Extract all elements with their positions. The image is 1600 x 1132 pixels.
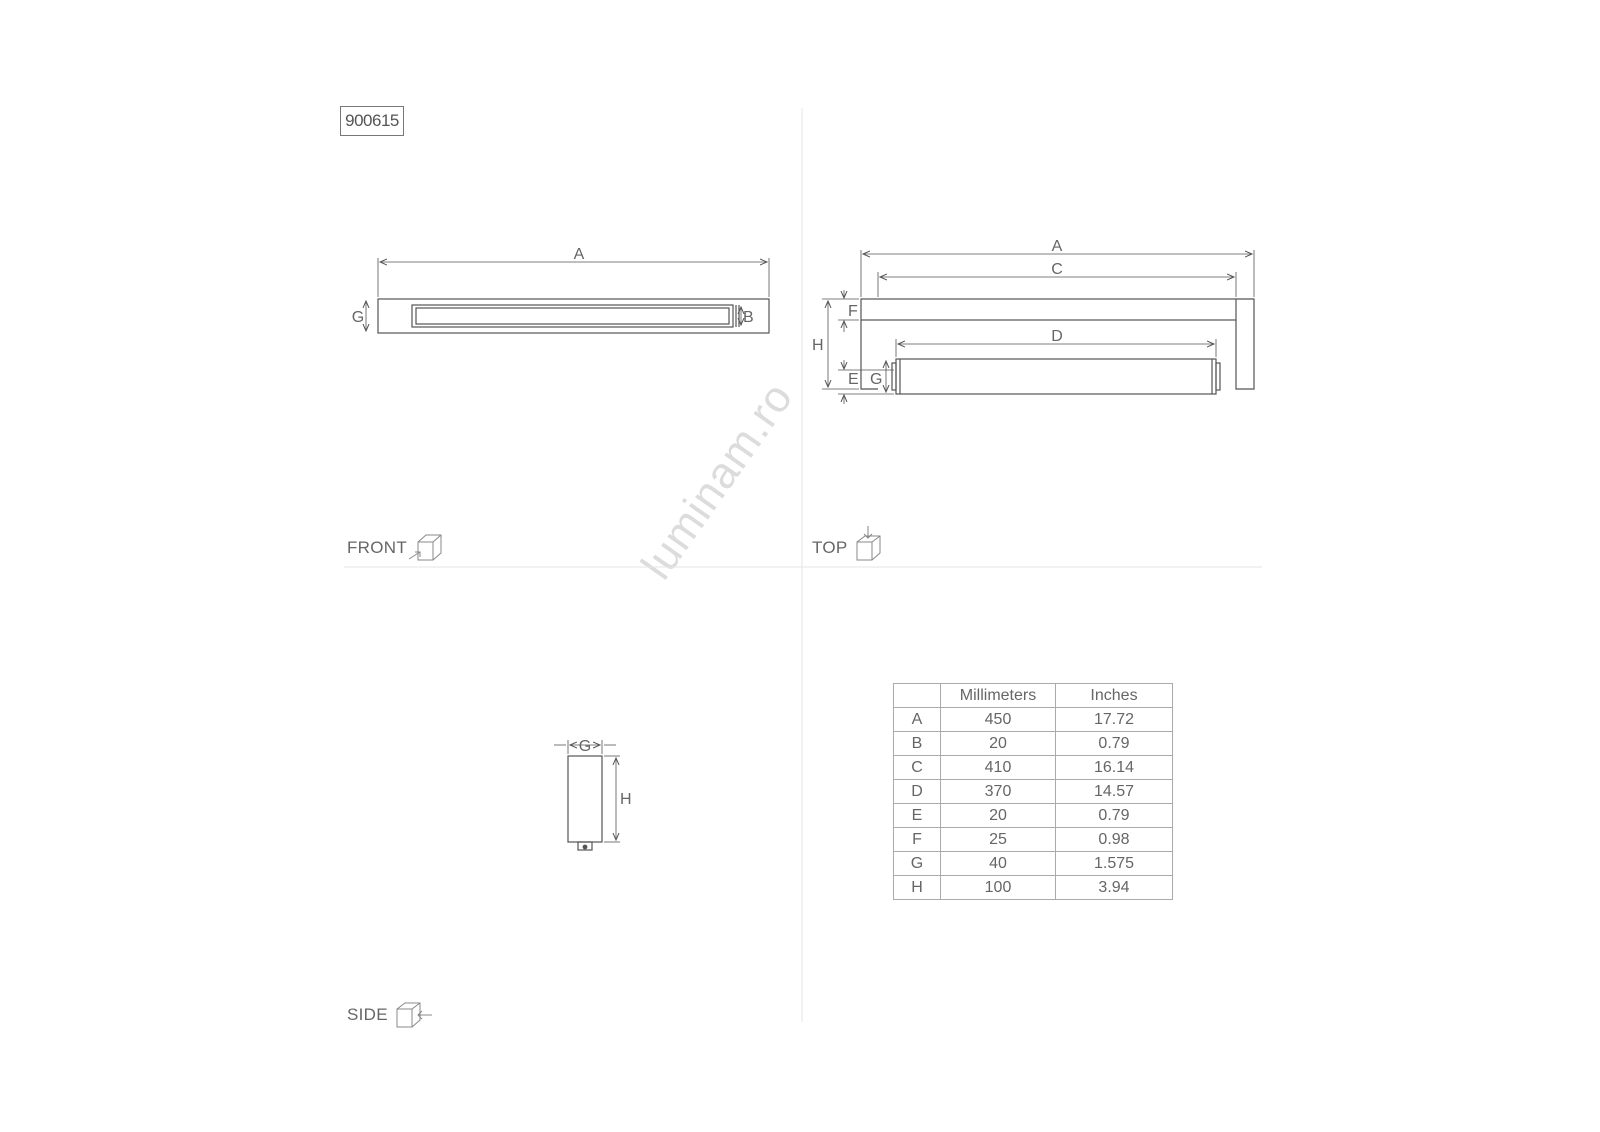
front-label-b: B	[743, 309, 754, 326]
table-header-cell	[894, 684, 941, 708]
top-label-e: E	[848, 371, 859, 388]
mm-cell: 40	[941, 852, 1056, 876]
top-view-label: TOP	[812, 538, 848, 557]
mm-cell: 370	[941, 780, 1056, 804]
side-view-cube-icon	[397, 1003, 432, 1027]
inch-cell: 0.79	[1056, 804, 1173, 828]
top-view-cube-icon	[857, 526, 880, 560]
front-view-cube-icon	[409, 535, 441, 560]
table-row	[894, 756, 1173, 780]
dim-cell: D	[894, 780, 941, 804]
mm-cell: 450	[941, 708, 1056, 732]
mm-cell: 20	[941, 804, 1056, 828]
top-view	[822, 250, 1254, 404]
table-header-cell: Millimeters	[941, 684, 1056, 708]
mm-cell: 100	[941, 876, 1056, 900]
dim-cell: C	[894, 756, 941, 780]
top-label-c: C	[1051, 261, 1063, 278]
dim-cell: G	[894, 852, 941, 876]
side-label-h: H	[620, 791, 632, 808]
dim-cell: B	[894, 732, 941, 756]
mm-cell: 25	[941, 828, 1056, 852]
inch-cell: 0.98	[1056, 828, 1173, 852]
inch-cell: 17.72	[1056, 708, 1173, 732]
dimensions-table	[893, 683, 1173, 900]
table-row	[894, 708, 1173, 732]
top-label-g: G	[870, 371, 883, 388]
inch-cell: 16.14	[1056, 756, 1173, 780]
top-right-bracket	[1236, 299, 1254, 389]
dim-cell: F	[894, 828, 941, 852]
dim-cell: A	[894, 708, 941, 732]
mm-cell: 20	[941, 732, 1056, 756]
inch-cell: 14.57	[1056, 780, 1173, 804]
table-row	[894, 780, 1173, 804]
inch-cell: 0.79	[1056, 732, 1173, 756]
watermark: luminam.ro	[632, 373, 803, 589]
top-tube	[896, 359, 1216, 394]
table-row	[894, 828, 1173, 852]
top-label-f: F	[848, 303, 858, 320]
product-code-box: 900615	[340, 106, 404, 136]
side-label-g: G	[578, 738, 592, 755]
front-diffuser-inner	[416, 308, 729, 324]
front-body	[378, 299, 769, 333]
top-label-d: D	[1051, 328, 1063, 345]
table-header-row	[894, 684, 1173, 708]
top-label-a: A	[1051, 238, 1063, 255]
table-row	[894, 852, 1173, 876]
front-label-a: A	[573, 246, 585, 263]
dim-cell: E	[894, 804, 941, 828]
front-label-g: G	[351, 309, 365, 326]
front-view	[366, 258, 769, 333]
table-row	[894, 876, 1173, 900]
top-body	[861, 299, 1236, 320]
front-view-label: FRONT	[347, 538, 408, 557]
table-row	[894, 732, 1173, 756]
dim-cell: H	[894, 876, 941, 900]
side-view	[554, 740, 620, 850]
inch-cell: 3.94	[1056, 876, 1173, 900]
table-row	[894, 804, 1173, 828]
top-label-h: H	[812, 337, 824, 354]
side-view-label: SIDE	[347, 1005, 388, 1024]
inch-cell: 1.575	[1056, 852, 1173, 876]
side-body	[568, 756, 602, 842]
mm-cell: 410	[941, 756, 1056, 780]
table-header-cell: Inches	[1056, 684, 1173, 708]
